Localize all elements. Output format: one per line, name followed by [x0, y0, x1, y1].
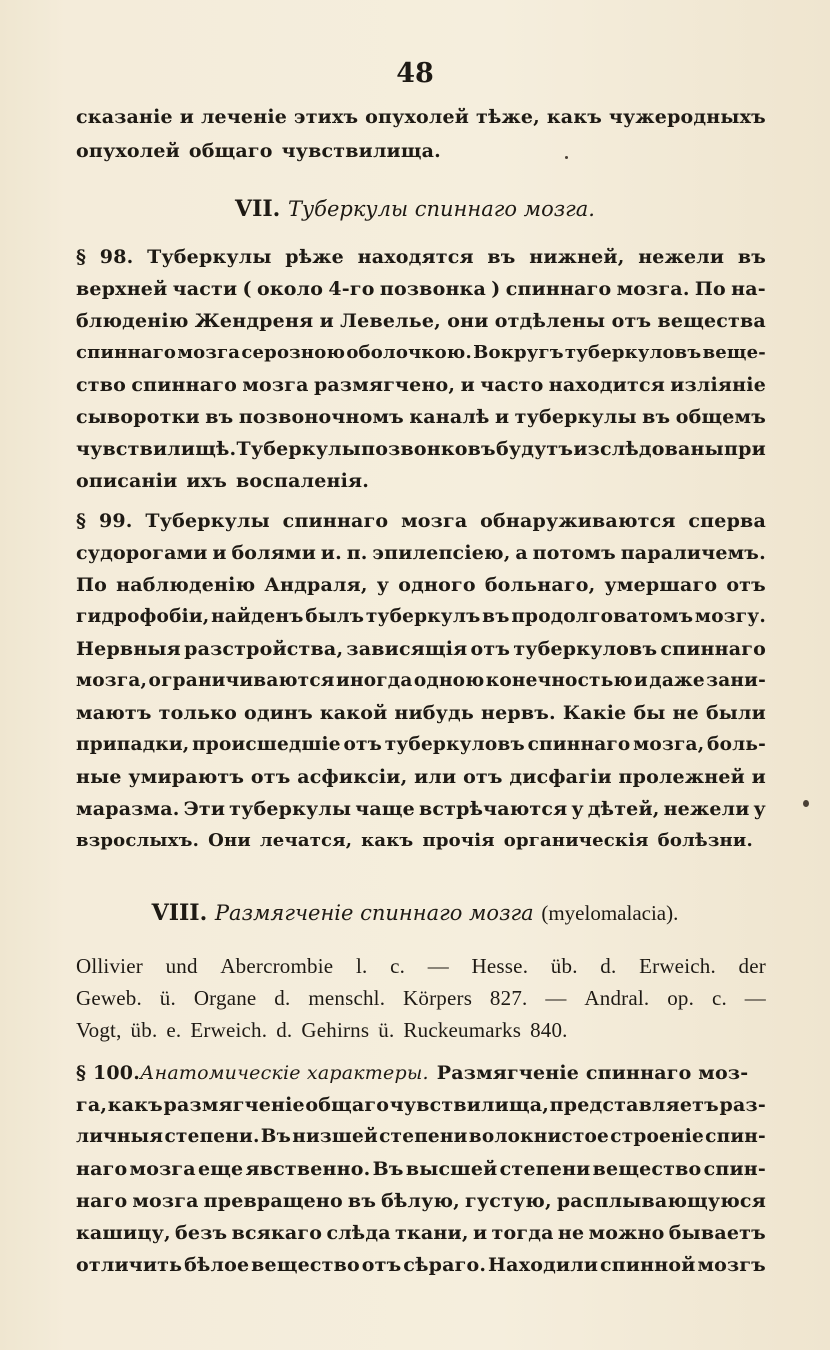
- section-heading-viii: [0, 900, 830, 926]
- text-line: гидрофобіи, найденъ былъ туберкулъ въ продолговатомъ мозгу.: [76, 606, 766, 627]
- text-line: верхней части ( около 4-го позвонка ) спиннаго мозга. По на-: [76, 278, 766, 300]
- text-line: маютъ только одинъ какой нибудь нервъ. Какіе бы не были: [76, 702, 766, 724]
- section-latin-term: (myelomalacia).: [541, 901, 679, 925]
- reference-line: Geweb. ü. Organe d. menschl. Körpers 827. — Andral. op. c. —: [76, 986, 766, 1010]
- text-line: кашицу, безъ всякаго слѣда ткани, и тогда не можно бываетъ: [76, 1222, 766, 1244]
- ink-speck: [803, 800, 809, 807]
- text-line: ные умираютъ отъ асфиксіи, или отъ дисфагіи пролежней и: [76, 766, 766, 788]
- section-title: Туберкулы спиннаго мозга.: [287, 197, 595, 221]
- text-line: взрослыхъ. Они лечатся, какъ прочія органическія болѣзни.: [76, 830, 753, 851]
- text-line: наго мозга еще явственно. Въ высшей степени вещество спин-: [76, 1158, 766, 1180]
- text-line: отличить бѣлое вещество отъ сѣраго. Находили спинной мозгъ: [76, 1254, 766, 1276]
- text-line: Нервныя разстройства, зависящія отъ туберкуловъ спиннаго: [76, 638, 766, 660]
- text-line: По наблюденію Андраля, у одного больнаго, умершаго отъ: [76, 574, 766, 596]
- text-line: га, какъ размягченіе общаго чувствилища, представляетъ раз-: [76, 1094, 766, 1116]
- page-number: 48: [396, 58, 434, 89]
- line-rest: Размягченіе спиннаго моз-: [436, 1062, 749, 1084]
- section-heading-vii: [0, 196, 830, 222]
- reference-line: Vogt, üb. e. Erweich. d. Gehirns ü. Ruckeumarks 840.: [76, 1018, 568, 1042]
- text-line: сыворотки въ позвоночномъ каналѣ и туберкулы въ общемъ: [76, 406, 766, 428]
- ink-speck: [565, 156, 568, 159]
- text-line: припадки, происшедшіе отъ туберкуловъ спиннаго мозга, боль-: [76, 734, 766, 755]
- text-line: [76, 1062, 766, 1096]
- text-line: мозга, ограничиваются иногда одною конечностью и даже зани-: [76, 670, 766, 691]
- text-line: § 99. Туберкулы спиннаго мозга обнаруживаются сперва: [76, 510, 766, 532]
- italic-term: Анатомическіе характеры.: [140, 1062, 429, 1084]
- text-line: блюденію Жендреня и Левелье, они отдѣлены отъ вещества: [76, 310, 766, 332]
- text-line: личныя степени. Въ низшей степени волокнистое строеніе спин-: [76, 1126, 766, 1147]
- reference-line: Ollivier und Abercrombie l. c. — Hesse. üb. d. Erweich. der: [76, 954, 766, 978]
- text-line: судорогами и болями и. п. эпилепсіею, а потомъ параличемъ.: [76, 542, 766, 564]
- text-line: маразма. Эти туберкулы чаще встрѣчаются у дѣтей, нежели у: [76, 798, 766, 820]
- text-line: спиннаго мозга серозною оболочкою. Вокругъ туберкуловъ веще-: [76, 342, 766, 363]
- section-number: VII.: [235, 196, 281, 222]
- text-line: ство спиннаго мозга размягчено, и часто находится изліяніе: [76, 374, 766, 396]
- section-title: Размягченіе спиннаго мозга: [214, 901, 534, 925]
- text-line: наго мозга превращено въ бѣлую, густую, расплывающуюся: [76, 1190, 766, 1212]
- section-mark: § 100.: [76, 1062, 141, 1084]
- text-line: чувствилищѣ. Туберкулы позвонковъ будутъ изслѣдованы при: [76, 438, 766, 460]
- text-line: опухолей общаго чувствилища.: [76, 140, 441, 162]
- text-line: сказаніе и леченіе этихъ опухолей тѣже, какъ чужеродныхъ: [76, 106, 766, 128]
- text-line: описаніи ихъ воспаленія.: [76, 470, 370, 492]
- text-line: § 98. Туберкулы рѣже находятся въ нижней, нежели въ: [76, 246, 766, 268]
- section-number: VIII.: [151, 900, 208, 926]
